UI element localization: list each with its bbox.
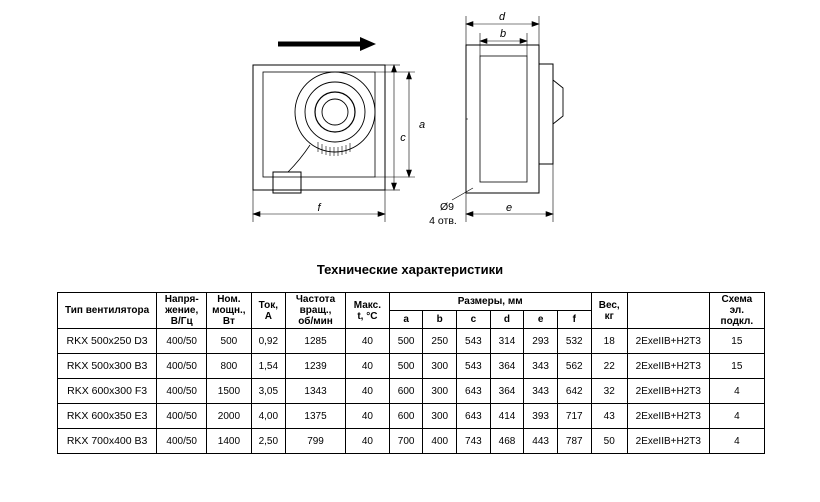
cell-dim-d: 414 [490,404,524,429]
cell-type: RKX 500x300 B3 [58,354,157,379]
cell-scheme: 15 [709,329,764,354]
cell-dim-f: 532 [557,329,591,354]
speed-line-3: об/мин [298,316,333,327]
cell-dim-d: 314 [490,329,524,354]
cell-dim-e: 393 [524,404,558,429]
cell-current: 0,92 [251,329,286,354]
airflow-arrow [278,37,376,51]
cell-speed: 1343 [286,379,346,404]
cell-dim-c: 743 [457,429,491,454]
current-line-2: А [264,310,272,322]
col-header-weight [591,293,627,329]
col-header-scheme [709,293,764,329]
table-row [58,329,765,354]
power-line-1: Ном. [217,294,241,305]
cell-dim-e: 293 [524,329,558,354]
hole-count-label: 4 отв. [429,215,457,227]
col-header-speed [286,293,346,329]
drawing-svg [0,0,820,250]
cell-speed: 1375 [286,404,346,429]
table-row [58,379,765,404]
cell-dim-f: 717 [557,404,591,429]
cell-dim-e: 343 [524,379,558,404]
col-header-dim-b: b [423,311,457,329]
cell-dim-a: 500 [389,354,423,379]
cell-dim-b: 250 [423,329,457,354]
cell-temperature: 40 [346,329,390,354]
cell-dim-d: 364 [490,354,524,379]
cell-dim-b: 300 [423,404,457,429]
weight-line-2: кг [604,310,614,322]
dim-label-f: f [317,202,321,214]
table-row [58,354,765,379]
cell-ex-marking: 2ExeIIB+H2T3 [627,354,709,379]
cell-dim-b: 400 [423,429,457,454]
cell-temperature: 40 [346,379,390,404]
cell-dim-c: 543 [457,329,491,354]
cell-dim-c: 643 [457,379,491,404]
cell-dim-b: 300 [423,379,457,404]
cell-temperature: 40 [346,404,390,429]
cell-voltage: 400/50 [157,354,207,379]
col-header-dim-e: e [524,311,558,329]
scheme-line-2: эл. [729,305,745,316]
cell-dim-a: 700 [389,429,423,454]
temp-line-1: Макс. [353,299,382,311]
col-header-dim-d: d [490,311,524,329]
scheme-line-1: Схема [721,294,753,305]
cell-dim-f: 642 [557,379,591,404]
col-header-ex-marking [627,293,709,329]
cell-dim-d: 468 [490,429,524,454]
cell-dim-a: 500 [389,329,423,354]
table-row [58,429,765,454]
spec-table-wrapper [57,292,765,454]
speed-line-1: Частота [295,294,336,305]
cell-dim-b: 300 [423,354,457,379]
cell-type: RKX 500x250 D3 [58,329,157,354]
cell-weight: 18 [591,329,627,354]
dim-label-c: c [400,132,406,144]
cell-scheme: 4 [709,379,764,404]
side-view [429,11,563,227]
cell-power: 1400 [207,429,251,454]
cell-voltage: 400/50 [157,429,207,454]
cell-scheme: 15 [709,354,764,379]
cell-power: 2000 [207,404,251,429]
cell-voltage: 400/50 [157,404,207,429]
section-title: Технические характеристики [316,262,504,277]
cell-weight: 43 [591,404,627,429]
cell-dim-a: 600 [389,379,423,404]
cell-speed: 1285 [286,329,346,354]
table-row [58,404,765,429]
technical-drawing [0,0,820,250]
spec-table-head [58,293,765,329]
cell-power: 800 [207,354,251,379]
cell-type: RKX 600x350 E3 [58,404,157,429]
cell-ex-marking: 2ExeIIB+H2T3 [627,379,709,404]
col-header-temperature [346,293,390,329]
cell-dim-d: 364 [490,379,524,404]
weight-line-1: Вес, [598,299,620,311]
col-header-dim-c: c [457,311,491,329]
hole-diameter-label: Ø9 [439,201,455,213]
cell-current: 4,00 [251,404,286,429]
col-header-dimensions: Размеры, мм [389,293,591,311]
spec-table [57,292,765,454]
cell-dim-c: 543 [457,354,491,379]
cell-power: 1500 [207,379,251,404]
dim-a [375,72,415,177]
cell-ex-marking: 2ExeIIB+H2T3 [627,429,709,454]
voltage-line-2: жение, [165,305,199,316]
cell-voltage: 400/50 [157,379,207,404]
cell-weight: 22 [591,354,627,379]
voltage-line-1: Напря- [164,294,199,305]
cell-dim-f: 562 [557,354,591,379]
cell-scheme: 4 [709,429,764,454]
cell-temperature: 40 [346,354,390,379]
dim-label-b: b [499,28,507,40]
cell-ex-marking: 2ExeIIB+H2T3 [627,329,709,354]
cell-type: RKX 600x300 F3 [58,379,157,404]
scheme-line-3: подкл. [720,316,754,327]
cell-type: RKX 700x400 B3 [58,429,157,454]
cell-power: 500 [207,329,251,354]
col-header-voltage [157,293,207,329]
cell-scheme: 4 [709,404,764,429]
cell-dim-e: 443 [524,429,558,454]
power-line-3: Вт [222,316,235,327]
cell-current: 1,54 [251,354,286,379]
col-header-power [207,293,251,329]
col-header-dim-a: a [389,311,423,329]
header-row-1 [58,293,765,311]
cell-speed: 1239 [286,354,346,379]
cell-dim-f: 787 [557,429,591,454]
spec-table-body [58,329,765,454]
dim-label-d: d [498,11,506,23]
cell-dim-a: 600 [389,404,423,429]
col-header-type: Тип вентилятора [58,293,157,329]
temp-line-2: t, °С [357,310,378,322]
cell-temperature: 40 [346,429,390,454]
cell-voltage: 400/50 [157,329,207,354]
col-header-dim-f: f [557,311,591,329]
cell-current: 2,50 [251,429,286,454]
voltage-line-3: В/Гц [170,316,193,327]
speed-line-2: вращ., [299,305,332,316]
current-line-1: Ток, [258,299,278,311]
cell-dim-c: 643 [457,404,491,429]
col-header-current [251,293,286,329]
dim-label-a: a [418,119,426,131]
dim-label-e: e [505,202,513,214]
cell-speed: 799 [286,429,346,454]
hole-leader [452,188,473,200]
cell-dim-e: 343 [524,354,558,379]
cell-weight: 50 [591,429,627,454]
cell-ex-marking: 2ExeIIB+H2T3 [627,404,709,429]
cell-current: 3,05 [251,379,286,404]
cell-weight: 32 [591,379,627,404]
front-view [253,37,425,222]
power-line-2: мощн., [212,305,246,316]
dim-c [385,65,400,190]
